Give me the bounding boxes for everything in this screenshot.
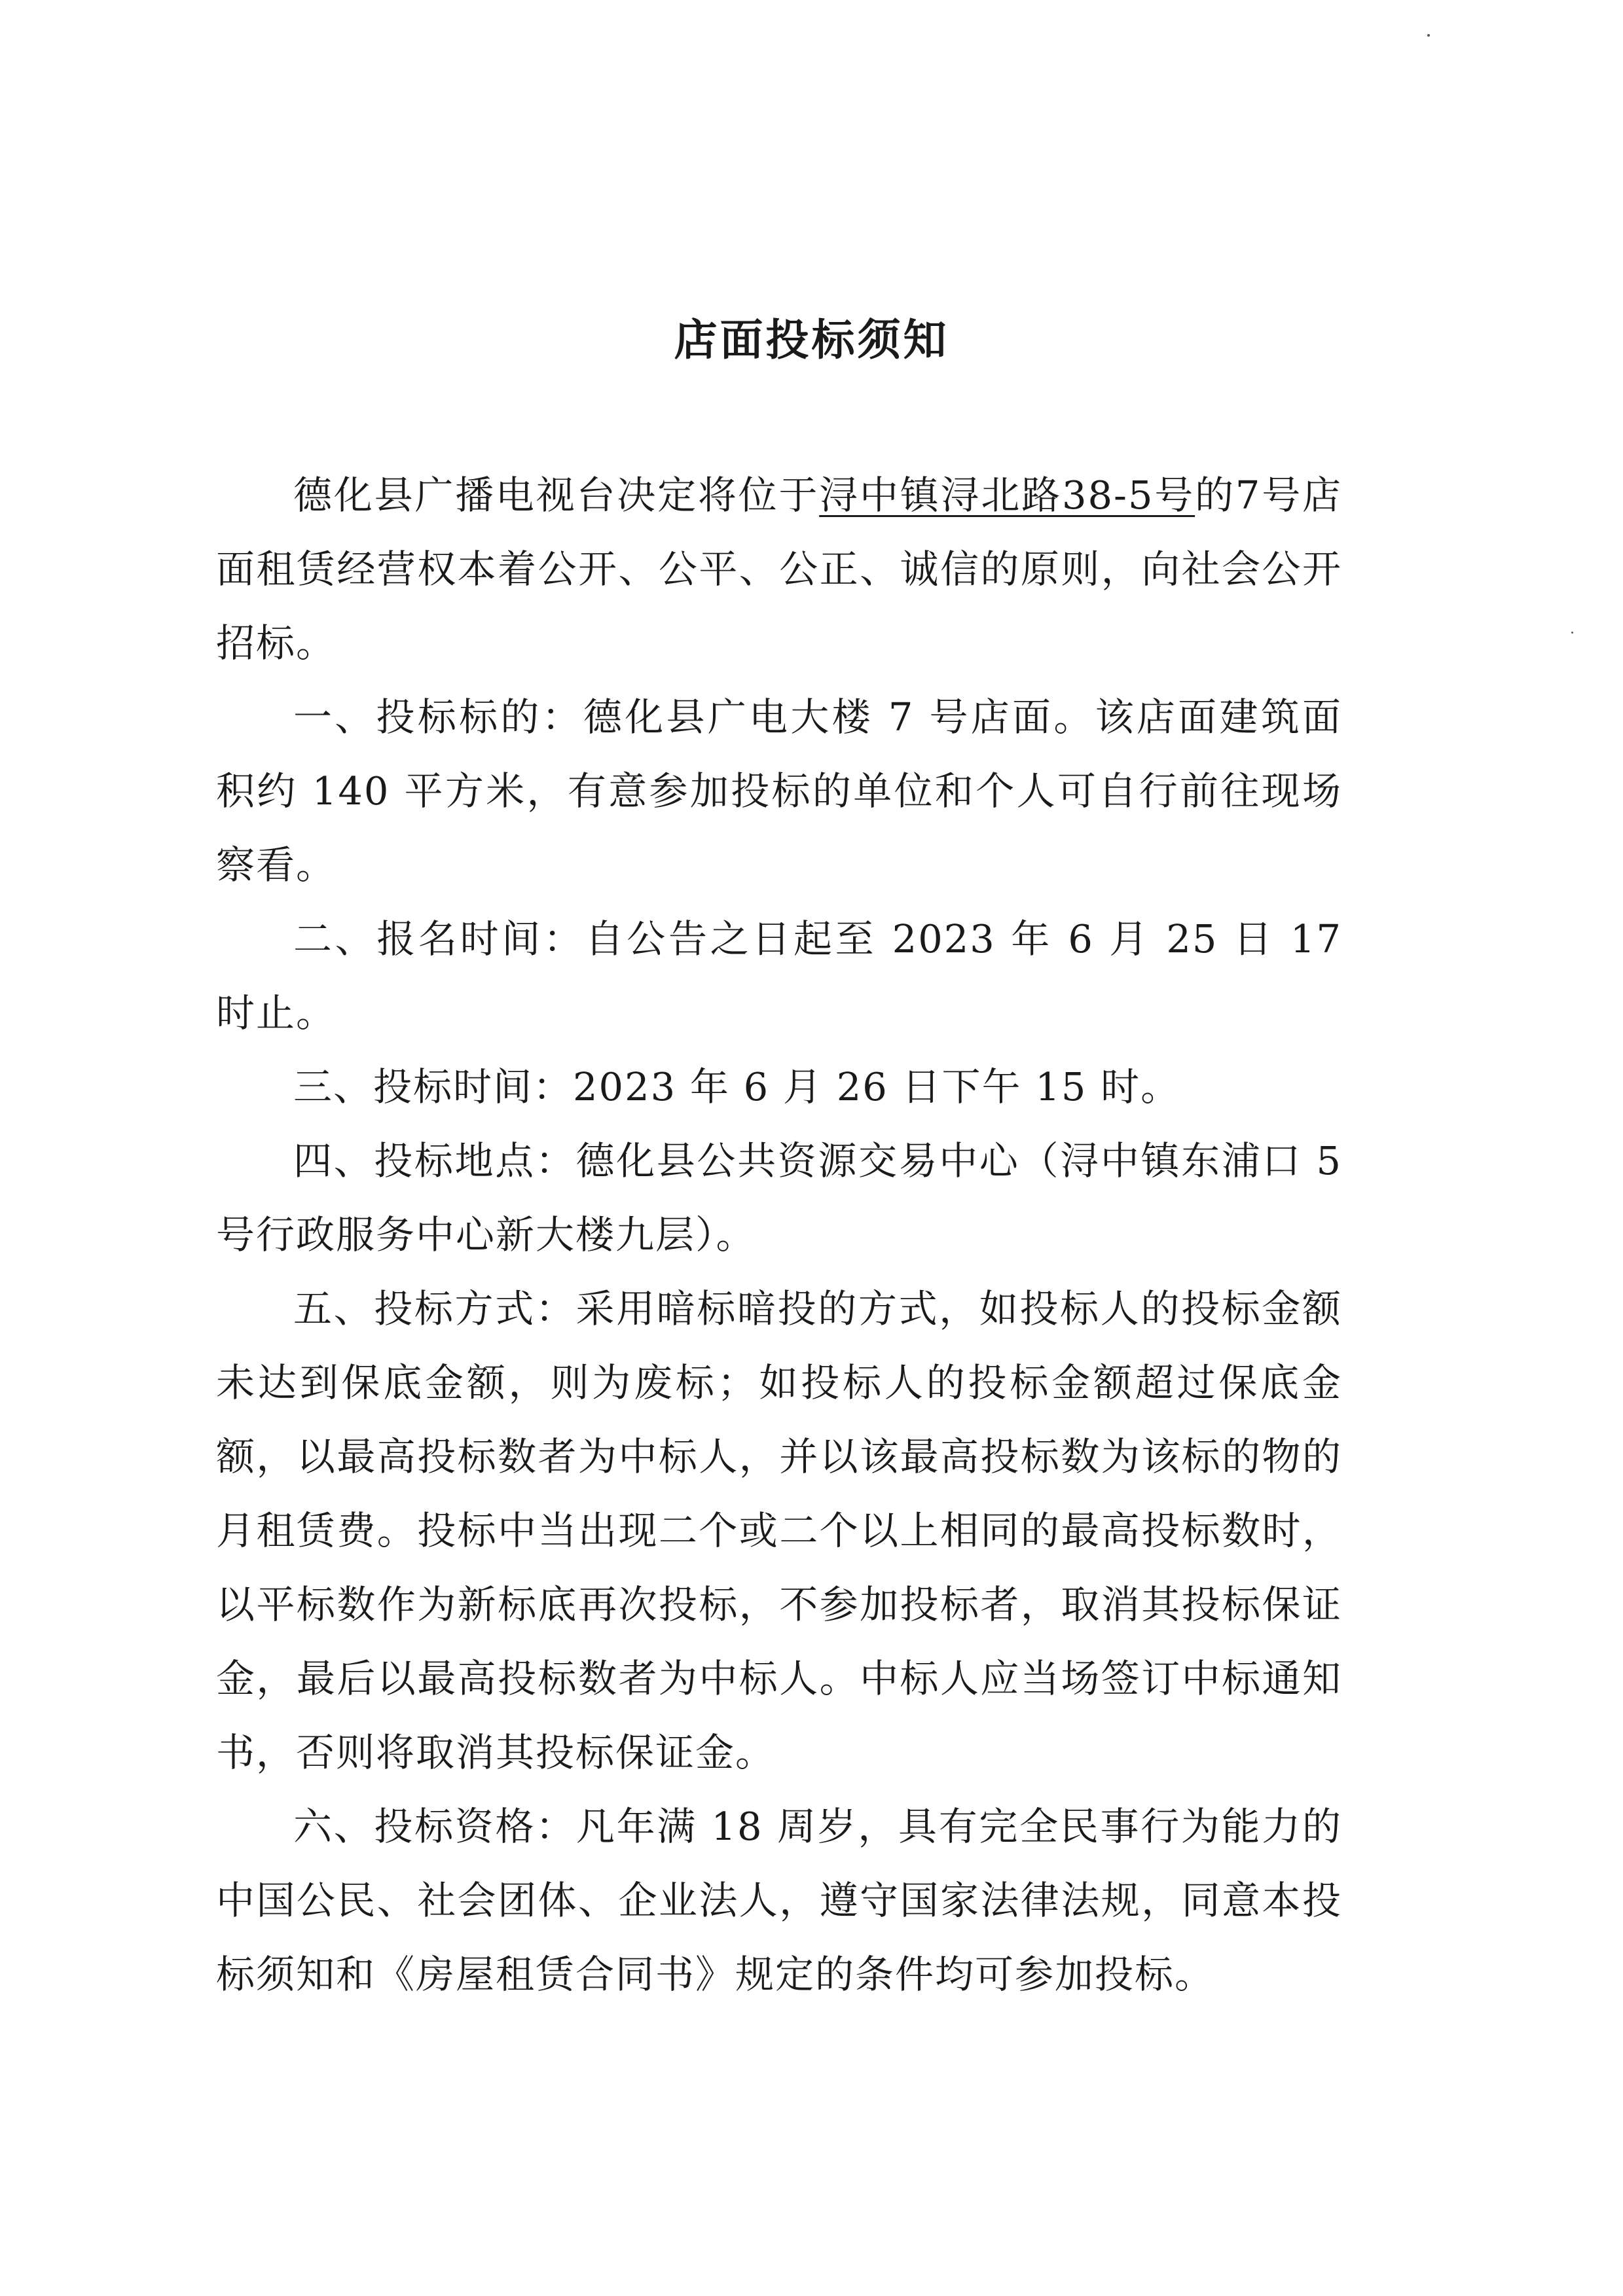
intro-text-end: 的7号店面租赁经营权本着公开、公平、公正、诚信的原则，向社会公开招标。 xyxy=(216,473,1342,666)
section-paragraph-1: 一、投标标的：德化县广电大楼 7 号店面。该店面建筑面积约 140 平方米，有意参加投标的单位和个人可自行前往现场察看。 xyxy=(216,694,1342,888)
scan-speck xyxy=(1571,632,1573,634)
intro-paragraph xyxy=(216,458,1342,680)
document-title: 店面投标须知 xyxy=(674,315,949,365)
document-body xyxy=(216,458,1342,2011)
intro-text-start: 德化县广播电视台决定将位于 xyxy=(293,473,820,518)
section-paragraph-6: 六、投标资格：凡年满 18 周岁，具有完全民事行为能力的中国公民、社会团体、企业法人，遵守国家法律法规，同意本投标须知和《房屋租赁合同书》规定的条件均可参加投标。 xyxy=(216,1804,1342,1997)
scan-speck xyxy=(1427,34,1430,37)
section-paragraph-5: 五、投标方式：采用暗标暗投的方式，如投标人的投标金额未达到保底金额，则为废标；如投标人的投标金额超过保底金额，以最高投标数者为中标人，并以该最高投标数为该标的物的月租赁费。投标中当出现二个或二个以上相同的最高投标数时，以平标数作为新标底再次投标，不参加投标者，取消其投标保证金，最后以最高投标数者为中标人。中标人应当场签订中标通知书，否则将取消其投标保证金。 xyxy=(216,1286,1342,1775)
section-paragraph-4: 四、投标地点：德化县公共资源交易中心（浔中镇东浦口 5 号行政服务中心新大楼九层）。 xyxy=(216,1138,1342,1257)
section-paragraph-2: 二、报名时间：自公告之日起至 2023 年 6 月 25 日 17 时止。 xyxy=(216,916,1342,1035)
underlined-address: 浔中镇浔北路38-5号 xyxy=(819,473,1195,518)
section-paragraph-3: 三、投标时间：2023 年 6 月 26 日下午 15 时。 xyxy=(293,1064,1181,1109)
